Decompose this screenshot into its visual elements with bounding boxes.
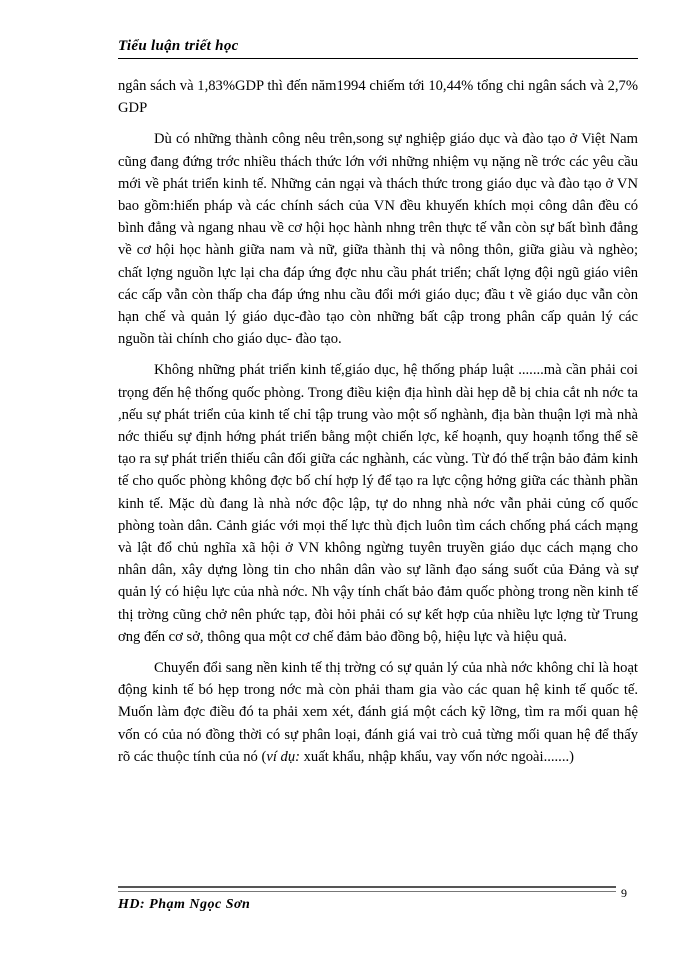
footer-divider-thick — [118, 886, 616, 888]
paragraph-1: ngân sách và 1,83%GDP thì đến năm1994 chiếm tới 10,44% tổng chi ngân sách và 2,7% GDP — [118, 78, 638, 117]
page-number: 9 — [621, 886, 627, 900]
example-label: ví dụ: — [266, 748, 300, 765]
header-divider — [118, 58, 638, 59]
header-title: Tiểu luận triết học — [118, 38, 239, 54]
paragraph-4 — [118, 657, 638, 768]
document-body — [118, 75, 638, 777]
example-open-paren: ( — [261, 748, 267, 765]
footer-author: HD: Phạm Ngọc Sơn — [118, 897, 251, 912]
paragraph-4-text: Chuyển đổi sang nền kinh tế thị trờng có sự quản lý của nhà nớc không chỉ là hoạt động kinh tế bó hẹp trong nớc mà còn phải tham gia vào các quan hệ kinh tế quốc tế. Muốn làm đợc điều đó ta phải xem xét, đánh giá một cách kỹ lỡng, tìm ra mối quan hệ vốn có của nó đồng thời có sự phân loại, đánh giá vai trò cuả từng mối quan hệ để thấy rõ các thuộc tính của nó — [118, 660, 638, 765]
footer-divider-thin — [118, 891, 616, 892]
paragraph-2: Dù có những thành công nêu trên,song sự nghiệp giáo dục và đào tạo ở Việt Nam cũng đang đứng trớc nhiều thách thức lớn với những nhiệm vụ nặng nề trớc các yêu cầu mới về phát triển kinh tế. Những cản ngại và thách thức trong giáo dục và đào tạo ở VN bao gồm:hiến pháp và các chính sách của VN đều khuyến khích mọi công dân đều có bình đẳng và ngang nhau về cơ hội học hành nhng trên thực tế vẫn còn sự bất bình đẳng về cơ hội học hành giữa nam và nữ, giữa thành thị và nông thôn, giữa giàu và nghèo; chất lợng nguồn lực lại cha đáp ứng đợc nhu cầu phát triển; chất lợng đội ngũ giáo viên các cấp vẫn còn thấp cha đáp ứng nhu cầu đổi mới giáo dục; đầu t về giáo dục vẫn còn hạn chế và quản lý giáo dục-đào tạo còn những bất cập trong phân cấp quản lý các nguồn tài chính cho giáo dục- đào tạo. — [118, 131, 638, 348]
page-header — [118, 38, 638, 55]
example-text: xuất khẩu, nhập khẩu, vay vốn nớc ngoài.......) — [299, 748, 574, 765]
paragraph-3: Không những phát triển kinh tế,giáo dục, hệ thống pháp luật .......mà cần phải coi trọng đến hệ thống quốc phòng. Trong điều kiện địa hình dài hẹp dễ bị chia cắt nh nớc ta ,nếu sự phát triển của kinh tế chỉ tập trung vào một số nghành, địa bàn thuận lợi mà nhà nớc thiếu sự định hớng phát triển bằng một chiến lợc, kế hoạnh, quy hoạnh tổng thể sẽ tạo ra sự phát triển thiếu cân đối giữa các nghành, các vùng. Từ đó thế trận bảo đảm kinh tế cho quốc phòng không đợc bố chí hợp lý để tạo ra lực cộng hởng giữa các thành phần kinh tế. Mặc dù đang là nhà nớc độc lập, tự do nhng nhà nớc vẫn phải củng cố quốc phòng toàn dân. Cảnh giác với mọi thế lực thù địch luôn tìm cách chống phá cách mạng và lật đổ chủ nghĩa xã hội ở VN không ngừng tuyên truyền giáo dục cách mạng cho nhân dân, xây dựng lòng tin cho nhân dân vào sự lãnh đạo sáng suốt của Đảng và sự quản lý có hiệu lực của nhà nớc. Nh vậy tính chất bảo đảm quốc phòng trong nền kinh tế thị trờng cũng chở nên phức tạp, đòi hỏi phải có sự kết hợp của nhiều lực lợng từ Trung ơng đến cơ sở, thông qua một cơ chế đảm bảo đồng bộ, hiệu lực và hiệu quả. — [118, 362, 638, 645]
